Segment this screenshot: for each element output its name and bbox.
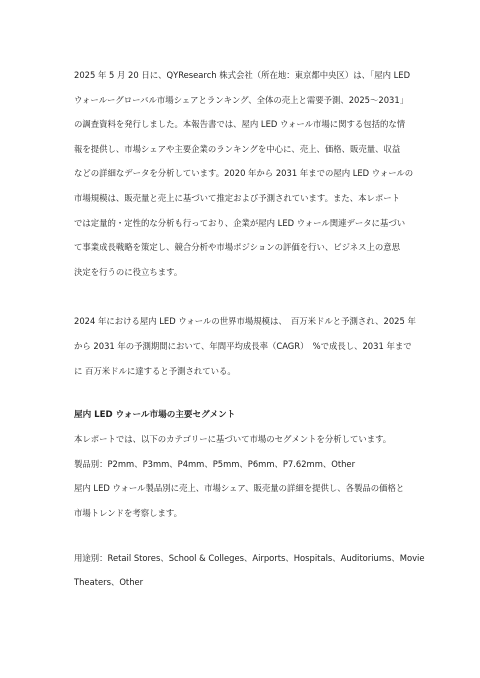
text-line: 決定を行うのに役立ちます。 [74, 266, 183, 277]
text-line: 屋内 LED ウォール製品別に売上、市場シェア、販売量の詳細を提供し、各製品の価格と [74, 483, 405, 494]
product-list-line: 製品別：P2mm、P3mm、P4mm、P5mm、P6mm、P7.62mm、Other [74, 458, 356, 469]
segments-paragraph [74, 427, 420, 525]
intro-paragraph [74, 63, 420, 284]
text-line: などの詳細なデータを分析しています。2020 年から 2031 年までの屋内 LED ウォールの [74, 168, 414, 179]
text-line: ウォールーグローバル市場シェアとランキング、全体の売上と需要予測、2025〜2031」 [74, 94, 409, 105]
segments-heading: 屋内 LED ウォール市場の主要セグメント [74, 410, 236, 421]
applications-paragraph [74, 546, 425, 595]
text-line: 市場トレンドを考察します。 [74, 507, 182, 518]
text-line: て事業成長戦略を策定し、競合分析や市場ポジションの評価を行い、ビジネス上の意思 [74, 242, 400, 253]
text-line: の調査資料を発行しました。本報告書では、屋内 LED ウォール市場に関する包括的な情 [74, 119, 406, 130]
application-list-line: 用途別：Retail Stores、School & Colleges、Airports、Hospitals、Auditoriums、Movie [74, 552, 425, 563]
text-line: 市場規模は、販売量と売上に基づいて推定および予測されています。また、本レポート [74, 192, 400, 203]
text-line: 2024 年における屋内 LED ウォールの世界市場規模は、 百万米ドルと予測され、2025 年 [74, 316, 416, 327]
text-line: に 百万米ドルに達すると予測されている。 [74, 365, 236, 376]
application-list-line: Theaters、Other [74, 577, 144, 588]
text-line: 2025 年 5 月 20 日に、QYResearch 株式会社（所在地：東京都中央区）は、「屋内 LED [74, 70, 411, 80]
text-line: 本レポートでは、以下のカテゴリーに基づいて市場のセグメントを分析しています。 [74, 434, 392, 445]
text-line: 報を提供し、市場シェアや主要企業のランキングを中心に、売上、価格、販売量、収益 [74, 143, 401, 154]
text-line: では定量的・定性的な分析も行っており、企業が屋内 LED ウォール関連データに基づい [74, 217, 406, 228]
text-line: から 2031 年の予測期間において、年間平均成長率（CAGR） %で成長し、2031 年まで [74, 340, 412, 351]
market-size-paragraph [74, 309, 420, 383]
